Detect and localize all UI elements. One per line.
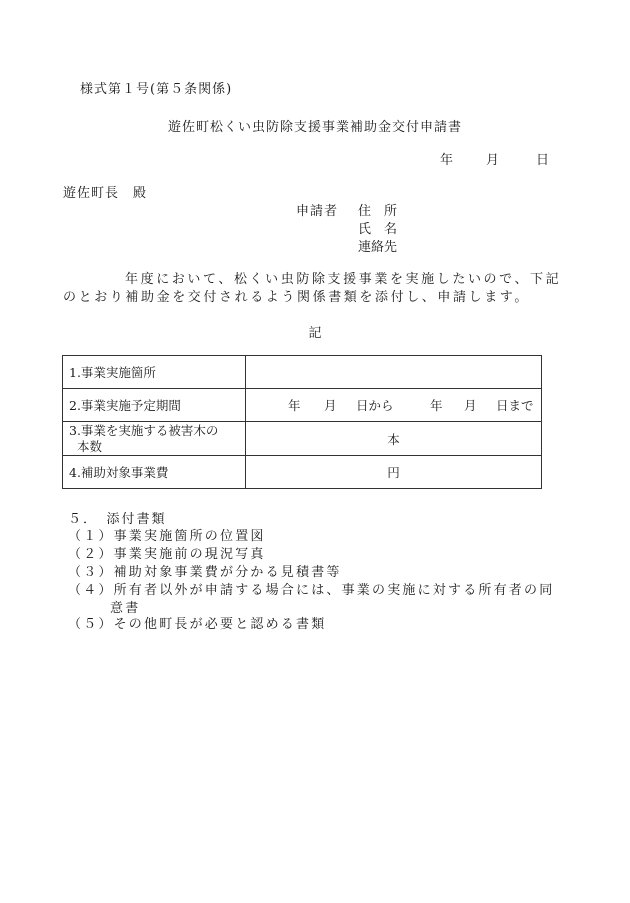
location-value-cell: [246, 356, 542, 389]
attachment-item: （４）所有者以外が申請する場合には、事業の実施に対する所有者の同: [68, 583, 555, 598]
contact-label: 連絡先: [358, 240, 398, 255]
period-end-month: 月: [464, 398, 477, 413]
tree-count-label: [63, 422, 246, 456]
period-end-year: 年: [430, 398, 443, 413]
name-label: 氏 名: [358, 222, 398, 237]
period-label: 2.事業実施予定期間: [63, 389, 246, 422]
period-start-month: 月: [324, 398, 337, 413]
date-month-label: 月: [486, 153, 500, 168]
table-row-period: [63, 389, 542, 422]
table-row-cost: [63, 456, 542, 489]
period-end-day: 日まで: [496, 398, 534, 413]
date-day-label: 日: [536, 153, 550, 168]
body-text-line-1: 年度において、松くい虫防除支援事業を実施したいので、下記: [125, 272, 562, 287]
form-number: 様式第１号(第５条関係): [80, 82, 233, 97]
cost-unit: 円: [246, 456, 542, 489]
application-details-table: [62, 355, 542, 489]
period-value-cell: [246, 389, 542, 422]
cost-label: 4.補助対象事業費: [63, 456, 246, 489]
attachment-item: （２）事業実施前の現況写真: [68, 547, 266, 562]
attachment-item: （３）補助対象事業費が分かる見積書等: [68, 565, 342, 580]
location-label: 1.事業実施箇所: [63, 356, 246, 389]
address-label: 住 所: [358, 204, 398, 219]
tree-count-unit: 本: [246, 422, 542, 456]
body-text-line-2: のとおり補助金を交付されるよう関係書類を添付し、申請します。: [63, 290, 530, 305]
tree-count-label-line-1: 3.事業を実施する被害木の: [69, 422, 219, 438]
ki-heading: 記: [308, 326, 322, 341]
period-start-day: 日から: [356, 398, 394, 413]
addressee: 遊佐町長 殿: [63, 186, 148, 201]
attachment-item-continuation: 意書: [110, 601, 141, 616]
tree-count-label-line-2: 本数: [77, 438, 103, 454]
table-row-tree-count: [63, 422, 542, 456]
attachments-heading: ５． 添付書類: [68, 512, 167, 527]
applicant-label: 申請者: [296, 204, 339, 219]
period-start-year: 年: [288, 398, 301, 413]
attachment-item: （５）その他町長が必要と認める書類: [68, 617, 327, 632]
document-title: 遊佐町松くい虫防除支援事業補助金交付申請書: [167, 120, 462, 135]
table-row-location: [63, 356, 542, 389]
date-year-label: 年: [440, 153, 454, 168]
attachment-item: （１）事業実施箇所の位置図: [68, 529, 266, 544]
